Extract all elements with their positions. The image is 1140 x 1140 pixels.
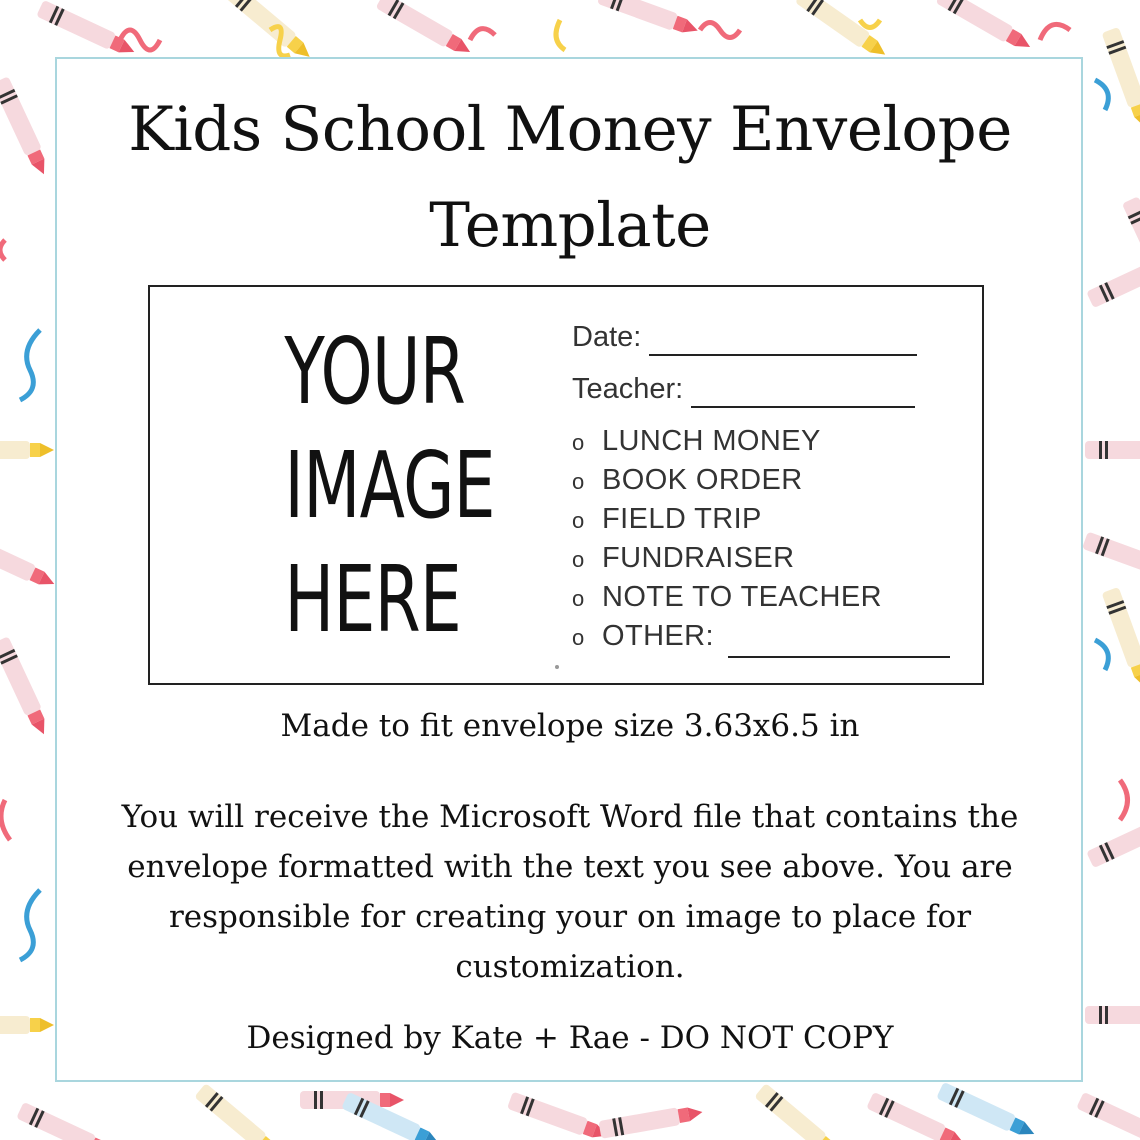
teacher-label: Teacher: (572, 373, 684, 405)
placeholder-line-1: YOUR (284, 318, 466, 425)
placeholder-line-2: IMAGE (284, 432, 495, 539)
list-item (572, 617, 950, 656)
list-item (572, 461, 950, 500)
date-field (572, 321, 917, 356)
checkbox-bullet: o (572, 508, 585, 533)
list-item (572, 539, 950, 578)
placeholder-line-3: HERE (284, 546, 462, 653)
list-item (572, 422, 950, 461)
image-placeholder (284, 315, 495, 657)
option-label: NOTE TO TEACHER (602, 581, 882, 613)
option-label: BOOK ORDER (602, 464, 803, 496)
date-blank-line (649, 321, 917, 356)
option-label: OTHER: (602, 620, 714, 652)
option-label: FIELD TRIP (602, 503, 762, 535)
checkbox-bullet: o (572, 547, 585, 572)
list-item (572, 500, 950, 539)
option-label: LUNCH MONEY (602, 425, 821, 457)
option-label: FUNDRAISER (602, 542, 795, 574)
checkbox-bullet: o (572, 469, 585, 494)
list-item (572, 578, 950, 617)
checkbox-bullet: o (572, 586, 585, 611)
checkbox-bullet: o (572, 625, 585, 650)
envelope-size-note: Made to fit envelope size 3.63x6.5 in (280, 708, 860, 744)
credit-text: Designed by Kate + Rae - DO NOT COPY (246, 1020, 894, 1056)
checkbox-bullet: o (572, 430, 585, 455)
other-blank-line (728, 617, 950, 658)
envelope-template-preview (148, 285, 984, 685)
teacher-blank-line (691, 373, 915, 408)
page-title: Kids School Money Envelope Template (128, 94, 1012, 261)
description-text: You will receive the Microsoft Word file that contains the envelope formatted with the text you see above. You are responsible for creating your on image to place for customization. (121, 799, 1019, 985)
stray-mark (555, 665, 559, 669)
options-list (572, 422, 950, 656)
date-label: Date: (572, 321, 642, 353)
teacher-field (572, 373, 915, 408)
